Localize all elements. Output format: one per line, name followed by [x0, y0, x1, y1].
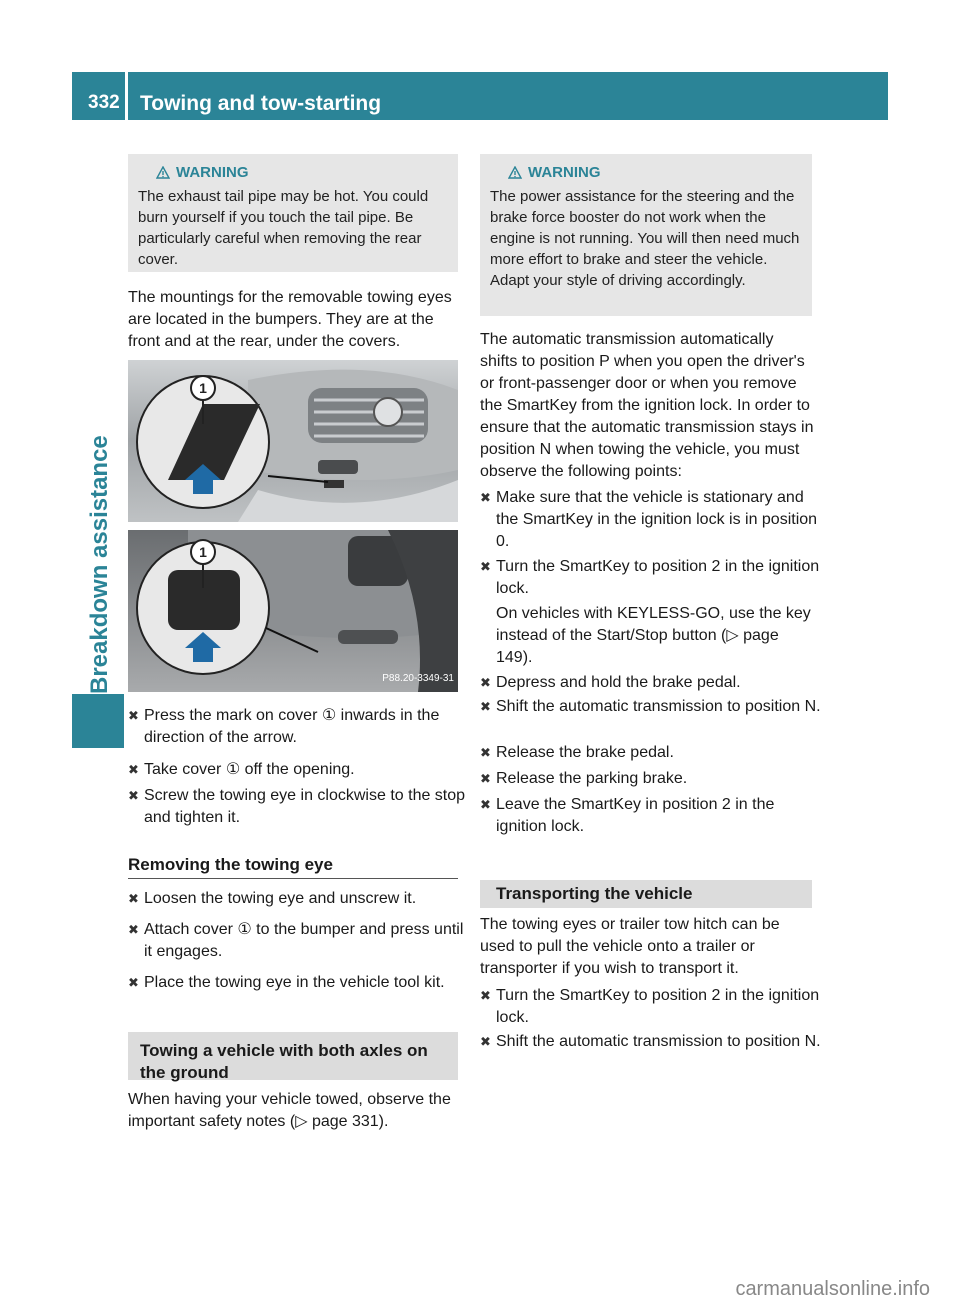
warning-header	[138, 162, 448, 182]
warning-header	[490, 162, 802, 182]
intro-paragraph: The mountings for the removable towing eyes are located in the bumpers. They are at the front and at the rear, under the covers.	[128, 289, 452, 350]
list-item: ✖ Loosen the towing eye and unscrew it.	[128, 888, 474, 910]
warning-label: WARNING	[528, 163, 601, 181]
section-heading-transporting: Transporting the vehicle	[480, 880, 812, 908]
arrow-bullet-icon: ✖	[480, 988, 491, 1003]
towing-eye-figure	[128, 360, 458, 692]
list-item: ✖ Shift the automatic transmission to position N.	[480, 1031, 828, 1053]
list-item: ✖ Depress and hold the brake pedal.	[480, 672, 828, 694]
warning-text: The power assistance for the steering and the brake force booster do not work when the engine is not running. You will then need much more effort to brake and steer the vehicle. Adapt your style of driving accordingly.	[490, 188, 800, 289]
transport-paragraph: The towing eyes or trailer tow hitch can be used to pull the vehicle onto a trailer or transporter if you wish to transport it.	[480, 916, 780, 977]
list-item: ✖ Screw the towing eye in clockwise to the stop and tighten it.	[128, 787, 466, 826]
subheading-removing: Removing the towing eye	[128, 855, 333, 874]
warning-triangle-icon	[508, 166, 522, 179]
list-item: ✖ Take cover ① off the opening.	[128, 759, 474, 781]
warning-label: WARNING	[176, 163, 249, 181]
page-header	[72, 72, 888, 120]
side-tab-label: Breakdown assistance	[86, 435, 113, 694]
section-heading-towing: Towing a vehicle with both axles on the ground	[128, 1032, 458, 1080]
list-item: ✖ Shift the automatic transmission to position N.	[480, 696, 828, 718]
arrow-bullet-icon: ✖	[480, 797, 491, 812]
arrow-bullet-icon: ✖	[128, 975, 139, 990]
transmission-paragraph: The automatic transmission automatically shifts to position P when you open the driver's or front-passenger door or when you remove the SmartKey from the ignition lock. In order to ensure that the automatic transmission stays in position N when towing the vehicle, you must observe the following points:	[480, 331, 814, 480]
arrow-bullet-icon: ✖	[480, 675, 491, 690]
arrow-bullet-icon: ✖	[128, 922, 139, 937]
warning-triangle-icon	[156, 166, 170, 179]
list-item: ✖ Place the towing eye in the vehicle tool kit.	[128, 972, 474, 994]
bumper-photo	[128, 360, 458, 692]
list-item: ✖ Make sure that the vehicle is stationary and the SmartKey in the ignition lock is in position 0.	[480, 489, 818, 550]
subheading-rule	[128, 878, 458, 879]
arrow-bullet-icon: ✖	[480, 771, 491, 786]
callout-number: 1	[199, 544, 207, 560]
list-item: ✖ Turn the SmartKey to position 2 in the ignition lock.	[480, 987, 820, 1026]
arrow-bullet-icon: ✖	[480, 490, 491, 505]
list-item: ✖ Release the parking brake.	[480, 768, 828, 790]
arrow-bullet-icon: ✖	[128, 762, 139, 777]
list-item: ✖ Turn the SmartKey to position 2 in the ignition lock.	[480, 558, 820, 597]
list-item: ✖ Leave the SmartKey in position 2 in the ignition lock.	[480, 796, 775, 835]
arrow-bullet-icon: ✖	[128, 788, 139, 803]
arrow-bullet-icon: ✖	[128, 708, 139, 723]
warning-box-exhaust	[128, 154, 458, 272]
warning-box-power-assistance	[480, 154, 812, 316]
list-item: ✖ Attach cover ① to the bumper and press until it engages.	[128, 921, 464, 960]
list-item: ✖ Release the brake pedal.	[480, 742, 828, 764]
warning-text: The exhaust tail pipe may be hot. You could burn yourself if you touch the tail pipe. Be particularly careful when removing the rear cover.	[138, 188, 429, 268]
arrow-bullet-icon: ✖	[480, 559, 491, 574]
list-item: ✖ Press the mark on cover ① inwards in the direction of the arrow.	[128, 707, 440, 746]
figure-caption: P88.20-3349-31	[382, 673, 454, 684]
chapter-title: Towing and tow-starting	[140, 92, 382, 115]
keyless-go-note: On vehicles with KEYLESS-GO, use the key instead of the Start/Stop button (▷ page 149).	[496, 605, 811, 666]
arrow-bullet-icon: ✖	[128, 891, 139, 906]
page-number: 332	[72, 72, 128, 120]
arrow-bullet-icon: ✖	[480, 1034, 491, 1049]
side-tab-marker	[72, 694, 124, 748]
watermark: carmanualsonline.info	[735, 1278, 930, 1300]
callout-number: 1	[199, 380, 207, 396]
arrow-bullet-icon: ✖	[480, 745, 491, 760]
section-paragraph: When having your vehicle towed, observe the important safety notes (▷ page 331).	[128, 1091, 451, 1130]
arrow-bullet-icon: ✖	[480, 699, 491, 714]
